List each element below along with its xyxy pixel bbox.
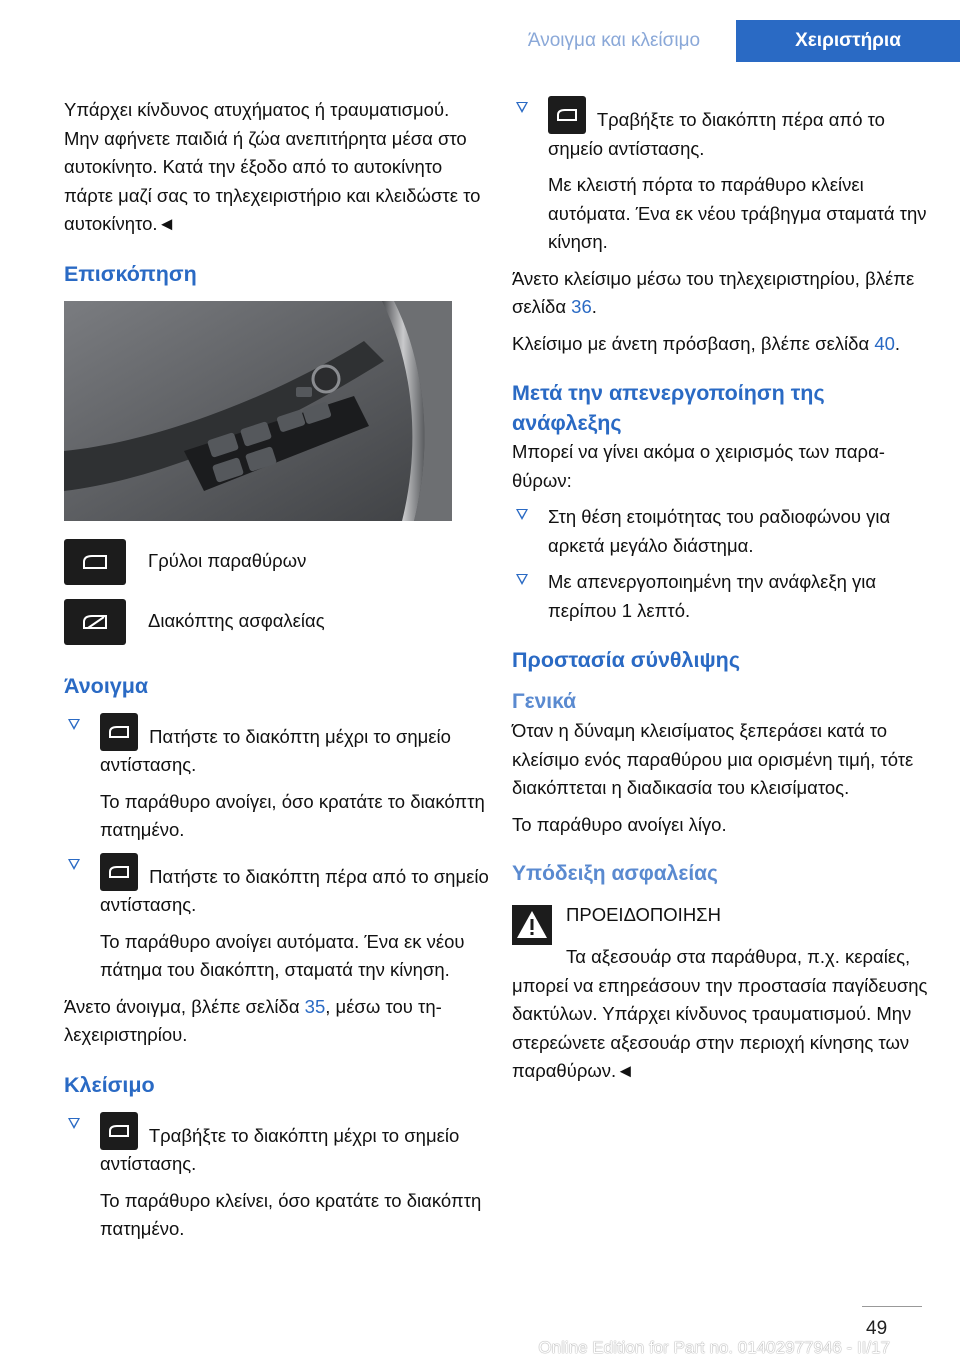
open-step-1	[64, 713, 489, 845]
ignition-bullet-2-text: Με απενεργοποιημένη την ανάφλεξη για περίπου 1 λεπτό.	[548, 571, 877, 621]
comfort-access-text: Κλείσιμο με άνετη πρόσβαση, βλέπε σελίδα 40.	[512, 332, 901, 354]
bullet-triangle-icon	[68, 1118, 80, 1129]
ignition-bullet-1-text: Στη θέση ετοιμότητας του ραδιοφώνου για αρκετά μεγάλο διάστημα.	[548, 506, 891, 556]
pinch-heading: Προστασία σύνθλιψης	[512, 648, 740, 672]
footer	[0, 1336, 960, 1362]
section-tab: Άνοιγμα και κλείσιμο	[492, 20, 736, 62]
page-36-link[interactable]: 36	[571, 296, 592, 317]
chapter-tab: Χειριστήρια	[736, 20, 960, 62]
window-switch-icon	[100, 713, 138, 751]
safety-heading: Υπόδειξη ασφαλείας	[512, 862, 718, 885]
bullet-triangle-icon	[516, 102, 528, 113]
warning-block	[512, 901, 932, 945]
legend-window-switch	[64, 539, 489, 585]
general-text-2: Το παράθυρο ανοίγει λίγο.	[512, 813, 727, 835]
ignition-heading: Μετά την απενεργοποίηση της ανάφλεξης	[512, 381, 825, 435]
intro-paragraph: Υπάρχει κίνδυνος ατυχήματος ή τραυματισμού. Μην αφήνετε παιδιά ή ζώα ανεπιτήρητα μέσα στο αυτοκίνητο. Κατά την έξοδο από το αυτοκίνητο πάρτε μαζί σας το τηλεχειριστήριο και κλειδώστε το αυτοκίνητο.◄	[64, 99, 481, 234]
open-step-2-note: Το παράθυρο ανοίγει αυτόματα. Ένα εκ νέου πάτημα του διακόπτη, σταματά την κίνηση.	[100, 930, 465, 980]
bullet-triangle-icon	[68, 719, 80, 730]
window-switch-icon	[100, 853, 138, 891]
bullet-triangle-icon	[516, 574, 528, 585]
safety-switch-icon	[64, 599, 126, 645]
window-switch-icon	[64, 539, 126, 585]
close-step-1-text: Τραβήξτε το διακόπτη μέχρι το σημείο αντίστασης.	[100, 1124, 460, 1174]
ignition-bullet-1	[512, 503, 932, 560]
general-heading: Γενικά	[512, 690, 577, 713]
window-switch-icon	[100, 1112, 138, 1150]
close-step-2-text: Τραβήξτε το διακόπτη πέρα από το σημείο αντίστασης.	[548, 109, 885, 159]
right-column	[512, 96, 932, 1094]
page-35-link[interactable]: 35	[304, 995, 326, 1017]
open-step-2-text: Πατήστε το διακόπτη πέρα από το σημείο αντίστασης.	[100, 865, 489, 915]
window-switch-icon	[548, 96, 586, 134]
warning-title: ΠΡΟΕΙΔΟΠΟΙΗΣΗ	[566, 904, 721, 925]
close-step-2	[512, 96, 932, 257]
open-step-2	[64, 853, 489, 985]
closing-heading: Κλείσιμο	[64, 1072, 155, 1097]
legend-safety-switch	[64, 599, 489, 645]
ignition-intro: Μπορεί να γίνει ακόμα ο χειρισμός των παραθύρων:	[512, 441, 885, 491]
bullet-triangle-icon	[516, 509, 528, 520]
window-switch-photo	[64, 301, 452, 521]
overview-heading: Επισκόπηση	[64, 261, 197, 286]
legend-safety-label: Διακόπτης ασφαλείας	[148, 610, 325, 632]
open-step-1-note: Το παράθυρο ανοίγει, όσο κρατάτε το διακόπτη πατημένο.	[100, 790, 485, 840]
close-step-1	[64, 1112, 489, 1244]
bullet-triangle-icon	[68, 859, 80, 870]
close-step-2-note: Με κλειστή πόρτα το παράθυρο κλείνει αυτόματα. Ένα εκ νέου τράβηγμα σταματά την κίνηση.	[548, 174, 927, 252]
page-number: 49	[866, 1318, 888, 1339]
remote-open-text: Άνετο άνοιγμα, βλέπε σελίδα 35, μέσω του τηλεχειριστηρίου.	[64, 995, 442, 1045]
page-rule	[862, 1306, 922, 1307]
ignition-bullet-2	[512, 568, 932, 625]
legend-window-label: Γρύλοι παραθύρων	[148, 550, 307, 572]
left-column	[64, 96, 489, 1252]
edition-text: Online Edition for Part no. 01402977946 - II/17	[538, 1338, 890, 1357]
warning-text: Τα αξεσουάρ στα παράθυρα, π.χ. κεραίες, μπορεί να επηρεάσουν την προστασία παγίδευσης δακτύλων. Υπάρχει κίνδυνος τραυματισμού. Μην στερεώνετε αξεσουάρ στην περιοχή κίνησης των παραθύρων.◄	[512, 946, 928, 1081]
open-step-1-text: Πατήστε το διακόπτη μέχρι το σημείο αντίστασης.	[100, 725, 451, 775]
general-text: Όταν η δύναμη κλεισίματος ξεπεράσει κατά το κλείσιμο ενός παραθύρου μια ορισμένη τιμή, τότε διακόπτεται η διαδικασία του κλεισίματος.	[512, 720, 914, 798]
remote-close-text: Άνετο κλείσιμο μέσω του τηλεχειριστηρίου, βλέπε σελίδα 36.	[512, 267, 915, 317]
opening-heading: Άνοιγμα	[64, 673, 149, 698]
page-40-link[interactable]: 40	[874, 332, 895, 354]
warning-icon	[512, 905, 552, 945]
close-step-1-note: Το παράθυρο κλείνει, όσο κρατάτε το διακόπτη πατημένο.	[100, 1189, 482, 1239]
